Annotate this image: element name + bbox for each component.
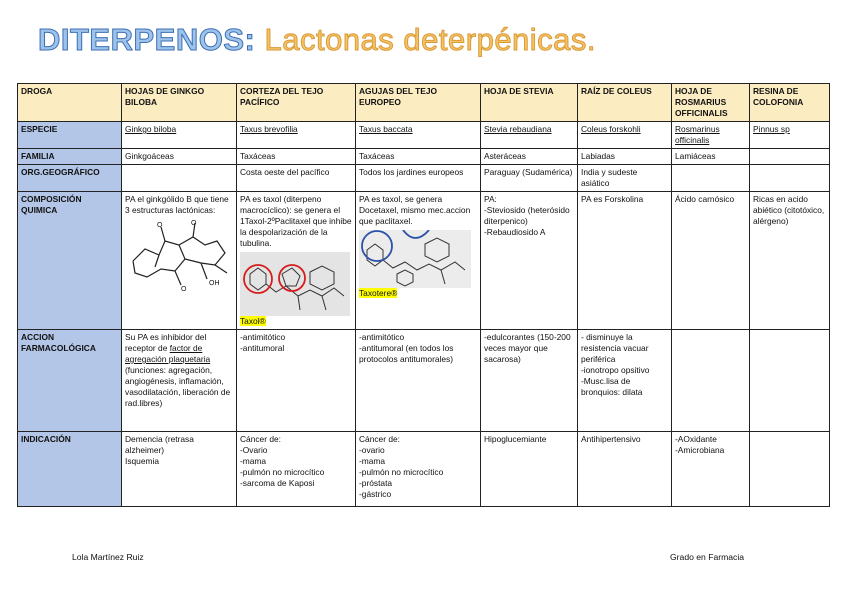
cell: Labiadas (578, 149, 672, 165)
header-cell: CORTEZA DEL TEJO PACÍFICO (237, 84, 356, 122)
taxotere-label: Taxotere® (359, 288, 398, 298)
cell: Paraguay (Sudamérica) (481, 165, 578, 192)
cell-line: -AOxidante (675, 434, 717, 444)
row-label: ACCION FARMACOLÓGICA (18, 330, 122, 432)
taxol-label: Taxol® (240, 316, 266, 326)
cell: Todos los jardines europeos (356, 165, 481, 192)
cell-line: Cáncer de: (359, 434, 400, 444)
cell (481, 192, 578, 330)
cell (672, 165, 750, 192)
svg-text:O: O (181, 286, 187, 293)
cell-line: PA: (484, 194, 497, 204)
cell-line: -mama (240, 456, 267, 466)
header-cell: HOJA DE STEVIA (481, 84, 578, 122)
taxotere-structure-image (359, 230, 471, 288)
cell (237, 330, 356, 432)
cell-line: -Rebaudiosido A (484, 227, 546, 237)
cell (578, 330, 672, 432)
cell (750, 165, 830, 192)
cell (356, 432, 481, 507)
cell (122, 330, 237, 432)
cell (672, 432, 750, 507)
cell: Stevia rebaudiana (481, 122, 578, 149)
cell (356, 330, 481, 432)
svg-text:OH: OH (209, 280, 220, 287)
page-title (38, 22, 596, 58)
cell-line: -Amicrobiana (675, 445, 725, 455)
row-label: ORG.GEOGRÁFICO (18, 165, 122, 192)
title-part2: Lactonas deterpénicas. (264, 22, 597, 57)
cell: Ácido carnósico (672, 192, 750, 330)
cell-text-underlined: factor de agregación plaquetaria (125, 343, 211, 364)
header-cell: RESINA DE COLOFONIA (750, 84, 830, 122)
cell-line: -ovario (359, 445, 385, 455)
svg-text:O: O (157, 222, 163, 229)
cell-line: Cáncer de: (240, 434, 281, 444)
cell-line: - disminuye la resistencia vacuar periférica (581, 332, 649, 364)
cell: Antihipertensivo (578, 432, 672, 507)
cell-line: -Ovario (240, 445, 268, 455)
row-label: ESPECIE (18, 122, 122, 149)
cell: Taxus baccata (356, 122, 481, 149)
cell-text: Su PA es inhibidor del receptor de (125, 332, 207, 353)
cell: Ginkgoáceas (122, 149, 237, 165)
row-familia (18, 149, 830, 165)
cell-line: -antimitótico (359, 332, 405, 342)
cell-line: -pulmón no microcítico (359, 467, 444, 477)
cell-line: -próstata (359, 478, 393, 488)
cell (122, 432, 237, 507)
title-part1: DITERPENOS: (38, 22, 256, 57)
taxol-structure-image (240, 252, 350, 316)
header-cell: HOJA DE ROSMARIUS OFFICINALIS (672, 84, 750, 122)
cell-text: PA el ginkgólido B que tiene 3 estructuras lactónicas: (125, 194, 229, 215)
cell-line: -Musc.lisa de bronquios: dilata (581, 376, 643, 397)
svg-text:O: O (191, 220, 197, 227)
cell (356, 192, 481, 330)
cell-line: Isquemia (125, 456, 159, 466)
footer-author: Lola Martínez Ruiz (72, 552, 144, 562)
header-cell: RAÍZ DE COLEUS (578, 84, 672, 122)
cell-line: -antimitótico (240, 332, 286, 342)
cell: Pinnus sp (750, 122, 830, 149)
cell: Rosmarinus officinalis (672, 122, 750, 149)
row-especie (18, 122, 830, 149)
row-indicacion (18, 432, 830, 507)
cell: Ricas en acido abiético (citotóxico, alérgeno) (750, 192, 830, 330)
cell-text: (funciones: agregación, angiogénesis, inflamación, vasodilatación, liberación de rad.libres) (125, 365, 231, 408)
cell: Taxáceas (237, 149, 356, 165)
cell (750, 149, 830, 165)
drug-table (17, 83, 830, 507)
cell (750, 330, 830, 432)
cell-text: PA es taxol, se genera Docetaxel, mismo mec.accion que paclitaxel. (359, 194, 471, 226)
row-label: INDICACIÓN (18, 432, 122, 507)
cell: PA es Forskolina (578, 192, 672, 330)
cell-line: -gástrico (359, 489, 392, 499)
cell: -edulcorantes (150-200 veces mayor que sacarosa) (481, 330, 578, 432)
cell (237, 192, 356, 330)
cell (237, 432, 356, 507)
ginkgolide-structure-image (125, 219, 233, 294)
row-org (18, 165, 830, 192)
row-label: FAMILIA (18, 149, 122, 165)
row-label: COMPOSICIÓN QUIMICA (18, 192, 122, 330)
row-composicion (18, 192, 830, 330)
cell (122, 165, 237, 192)
row-accion (18, 330, 830, 432)
cell: Costa oeste del pacífico (237, 165, 356, 192)
cell: Ginkgo biloba (122, 122, 237, 149)
cell (672, 330, 750, 432)
cell: Hipoglucemiante (481, 432, 578, 507)
cell: Taxus brevofilia (237, 122, 356, 149)
cell-line: -mama (359, 456, 386, 466)
cell: Coleus forskohli (578, 122, 672, 149)
cell (750, 432, 830, 507)
cell-line: Demencia (retrasa alzheimer) (125, 434, 194, 455)
header-cell: HOJAS DE GINKGO BILOBA (122, 84, 237, 122)
header-row (18, 84, 830, 122)
cell-line: -antitumoral (en todos los protocolos antitumorales) (359, 343, 454, 364)
header-cell: AGUJAS DEL TEJO EUROPEO (356, 84, 481, 122)
cell-line: -sarcoma de Kaposi (240, 478, 315, 488)
footer-degree: Grado en Farmacia (670, 552, 745, 562)
cell (122, 192, 237, 330)
cell-line: -ionotropo opsitivo (581, 365, 650, 375)
cell: Asteráceas (481, 149, 578, 165)
header-cell: DROGA (18, 84, 122, 122)
cell: Lamiáceas (672, 149, 750, 165)
cell-line: -antitumoral (240, 343, 285, 353)
cell: India y sudeste asiático (578, 165, 672, 192)
cell-line: -Steviosido (heterósido diterpenico) (484, 205, 570, 226)
cell: Taxáceas (356, 149, 481, 165)
cell-text: PA es taxol (diterpeno macrocíclico): se genera el 1Taxol-2ºPaclitaxel que inhibe la despolarización de la tubulina. (240, 194, 352, 248)
cell-line: -pulmón no microcítico (240, 467, 325, 477)
